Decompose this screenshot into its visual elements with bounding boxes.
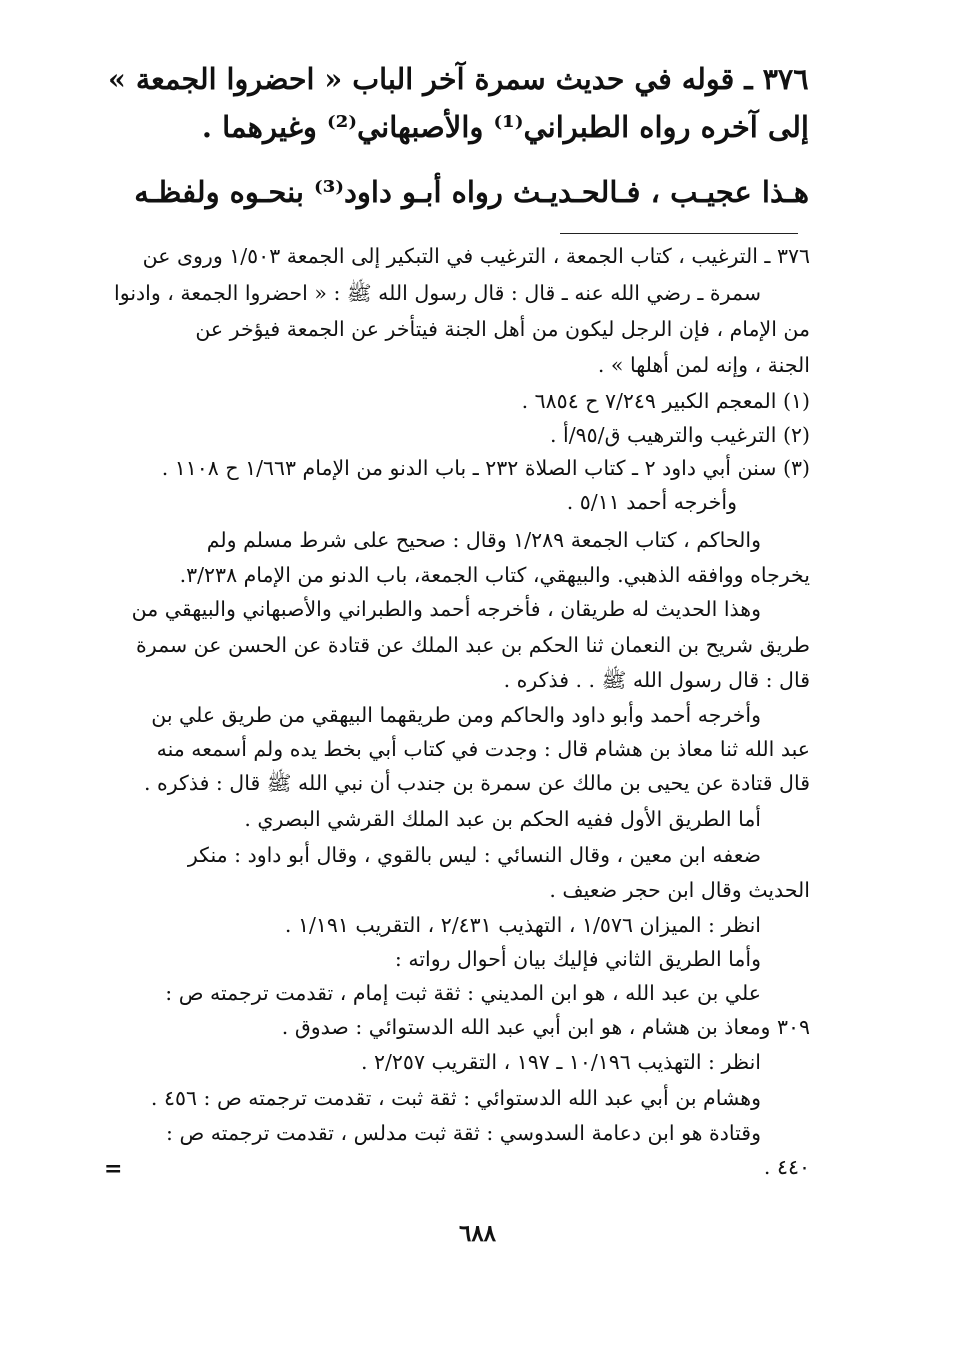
- footnote-line-11: وهذا الحديث له طريقان ، فأخرجه أحمد والطبراني والأصبهاني والبيهقي من: [131, 597, 761, 621]
- footnote-line-15: عبد الله ثنا معاذ بن هشام قال : وجدت في كتاب أبي بخط يده ولم أسمعه منه: [156, 737, 810, 761]
- main-text-line-3: هـذا عجيـب ، فـالحـديـث رواه أبـو داود⁽³⁾ بنحـوه ولفظـه: [134, 175, 809, 209]
- footnote-line-23: ٣٠٩ ومعاذ بن هشام ، هو ابن أبي عبد الله الدستوائي : صدوق .: [281, 1015, 810, 1039]
- footnote-line-13: قال : قال رسول الله ﷺ . . فذكره .: [503, 668, 810, 692]
- footnote-line-16: قال قتادة عن يحيى بن مالك عن سمرة بن جندب أن نبي الله ﷺ قال : فذكره .: [143, 771, 810, 795]
- footnote-line-3: من الإمام ، فإن الرجل ليكون من أهل الجنة فيتأخر عن الجمعة فيؤخر عن: [195, 317, 810, 341]
- footnote-line-21: وأما الطريق الثاني فإليك بيان أحوال رواته :: [394, 947, 761, 971]
- footnote-line-24: انظر : التهذيب ١٠/١٩٦ ـ ١٩٧ ، التقريب ٢/٢٥٧ .: [360, 1050, 761, 1074]
- footnote-line-20: انظر : الميزان ١/٥٧٦ ، التهذيب ٢/٤٣١ ، التقريب ١/١٩١ .: [284, 913, 761, 937]
- footnote-separator: [560, 233, 798, 234]
- main-text-line-1: ٣٧٦ ـ قوله في حديث سمرة آخر الباب « احضروا الجمعة »: [108, 62, 809, 96]
- footnote-line-12: طريق شريح بن النعمان ثنا الحكم بن عبد الملك عن قتادة عن الحسن عن سمرة: [136, 633, 810, 657]
- footnote-3: (٣) سنن أبي داود ٢ ـ كتاب الصلاة ٢٣٢ ـ باب الدنو من الإمام ١/٦٦٣ ح ١١٠٨ .: [161, 456, 810, 480]
- footnote-line-25: وهشام بن أبي عبد الله الدستوائي : ثقة ثبت ، تقدمت ترجمته ص : ٤٥٦ .: [150, 1086, 761, 1110]
- footnote-line-27: ٤٤٠ .: [763, 1155, 810, 1179]
- footnote-line-8: وأخرجه أحمد ٥/١١ .: [566, 490, 737, 514]
- footnote-line-14: وأخرجه أحمد وأبو داود والحاكم ومن طريقهما البيهقي من طريق علي بن: [151, 703, 761, 727]
- footnote-2: (٢) الترغيب والترهيب ق/٩٥/أ .: [550, 423, 810, 447]
- footnote-line-1: ٣٧٦ ـ الترغيب ، كتاب الجمعة ، الترغيب في التبكير إلى الجمعة ١/٥٠٣ وروى عن: [142, 244, 810, 268]
- footnote-line-18: ضعفه ابن معين ، وقال النسائي : ليس بالقوي ، وقال أبو داود : منكر: [187, 843, 761, 867]
- footnote-line-22: علي بن عبد الله ، هو ابن المديني : ثقة ثبت إمام ، تقدمت ترجمته ص :: [165, 981, 761, 1005]
- continuation-mark: =: [104, 1156, 123, 1182]
- footnote-1: (١) المعجم الكبير ٧/٢٤٩ ح ٦٨٥٤ .: [521, 389, 810, 413]
- footnote-line-17: أما الطريق الأول ففيه الحكم بن عبد الملك القرشي البصري .: [244, 807, 761, 831]
- footnote-line-2: سمرة ـ رضي الله عنه ـ قال : قال رسول الله ﷺ : « احضروا الجمعة ، وادنوا: [114, 281, 761, 305]
- footnote-line-19: الحديث وقال ابن حجر ضعيف .: [549, 878, 810, 902]
- footnote-line-10: يخرجاه ووافقه الذهبي. والبيهقي، كتاب الجمعة، باب الدنو من الإمام ٣/٢٣٨.: [179, 563, 810, 587]
- footnote-line-4: الجنة ، وإنه لمن أهلها » .: [597, 353, 810, 377]
- footnote-line-9: والحاكم ، كتاب الجمعة ١/٢٨٩ وقال : صحيح على شرط مسلم ولم: [206, 528, 761, 552]
- footnote-line-26: وقتادة هو ابن دعامة السدوسي : ثقة ثبت مدلس ، تقدمت ترجمته ص :: [166, 1121, 761, 1145]
- main-text-line-2: إلى آخره رواه الطبراني⁽¹⁾ والأصبهاني⁽²⁾ وغيرهما .: [201, 110, 809, 144]
- page-number: ٦٨٨: [458, 1220, 497, 1247]
